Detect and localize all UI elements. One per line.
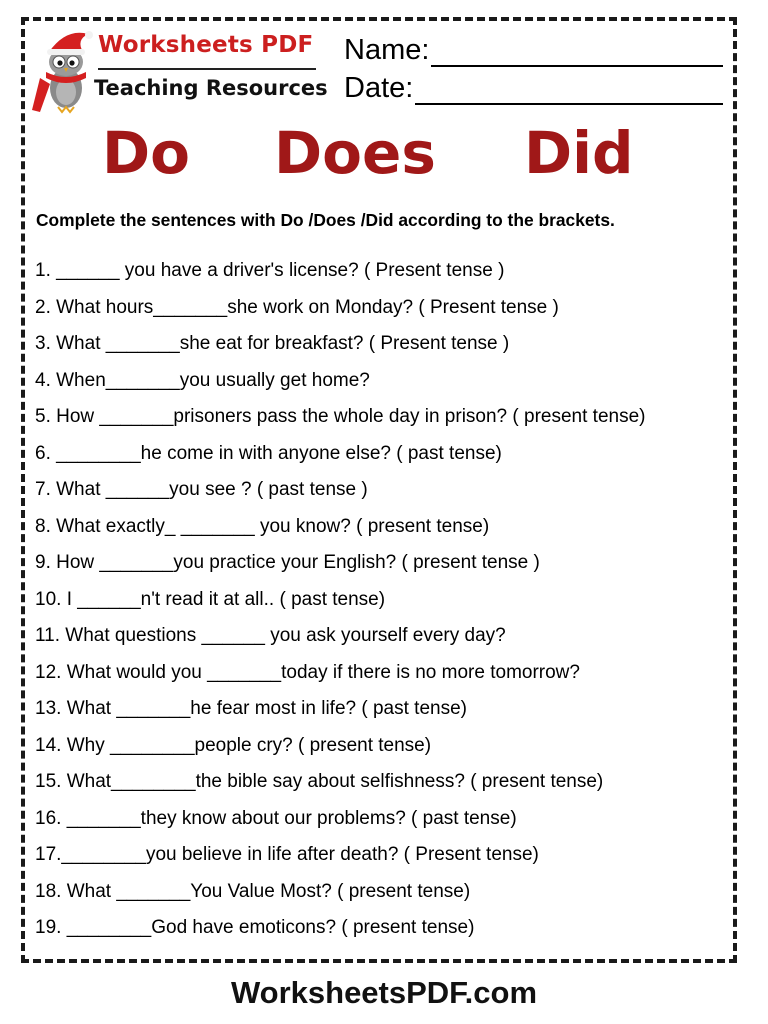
question-item: 8. What exactly_ _______ you know? ( present tense) (35, 515, 490, 537)
question-item: 1. ______ you have a driver's license? ( Present tense ) (35, 260, 505, 281)
question-item: 9. How _______you practice your English? ( present tense ) (35, 552, 540, 573)
brand-title: Worksheets PDF (98, 32, 314, 58)
brand-divider (98, 68, 316, 70)
name-field[interactable] (344, 34, 723, 67)
question-item: 10. I ______n't read it at all.. ( past tense) (35, 588, 386, 610)
date-blank-line[interactable] (415, 79, 723, 105)
question-item: 19. ________God have emoticons? ( present tense) (35, 917, 475, 938)
date-field[interactable] (344, 72, 723, 105)
question-item: 2. What hours_______she work on Monday? ( Present tense ) (35, 296, 559, 318)
name-blank-line[interactable] (431, 41, 723, 67)
date-label: Date: (344, 72, 414, 104)
question-list (35, 256, 645, 950)
headline-did: Did (524, 119, 634, 187)
question-item: 3. What _______she eat for breakfast? ( Present tense ) (35, 333, 510, 354)
question-item: 12. What would you _______today if there is no more tomorrow? (35, 661, 580, 683)
owl-with-santa-hat-icon (30, 26, 96, 116)
instructions-text: Complete the sentences with Do /Does /Did according to the brackets. (36, 210, 615, 230)
question-item: 5. How _______prisoners pass the whole day in prison? ( present tense) (35, 406, 646, 427)
question-item: 15. What________the bible say about selfishness? ( present tense) (35, 771, 604, 792)
question-item: 7. What ______you see ? ( past tense ) (35, 479, 368, 500)
question-item: 13. What _______he fear most in life? ( past tense) (35, 698, 467, 719)
name-label: Name: (344, 34, 430, 66)
headline-do: Do (102, 119, 190, 187)
headline-does: Does (274, 119, 436, 187)
question-item: 17.________you believe in life after death? ( Present tense) (35, 844, 539, 865)
question-item: 14. Why ________people cry? ( present tense) (35, 734, 432, 756)
footer-website: WorksheetsPDF.com (230, 975, 538, 1010)
question-item: 18. What _______You Value Most? ( present tense) (35, 880, 471, 902)
question-item: 11. What questions ______ you ask yourself every day? (35, 625, 506, 646)
brand-subtitle: Teaching Resources (94, 76, 328, 100)
question-item: 4. When_______you usually get home? (35, 369, 370, 391)
question-item: 16. _______they know about our problems? ( past tense) (35, 807, 517, 829)
question-item: 6. ________he come in with anyone else? ( past tense) (35, 442, 502, 464)
